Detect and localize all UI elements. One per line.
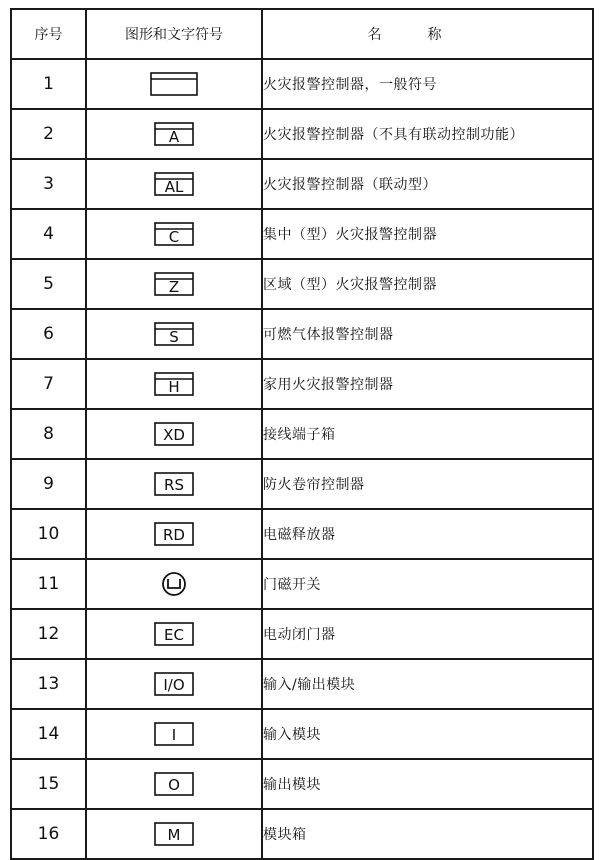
symbol-label: RD xyxy=(163,526,185,544)
table-row xyxy=(11,209,593,259)
row-symbol xyxy=(86,309,262,359)
symbol-bar-icon xyxy=(144,269,204,299)
row-number: 7 xyxy=(11,359,86,409)
table-row xyxy=(11,259,593,309)
row-number: 4 xyxy=(11,209,86,259)
symbol-box-icon xyxy=(144,619,204,649)
symbol-box-icon xyxy=(144,669,204,699)
row-symbol xyxy=(86,509,262,559)
symbol-label: A xyxy=(168,128,180,146)
row-number: 1 xyxy=(11,59,86,109)
symbol-box-icon xyxy=(144,819,204,849)
row-name: 可燃气体报警控制器 xyxy=(262,309,593,359)
header-symbol: 图形和文字符号 xyxy=(86,9,262,59)
table-row xyxy=(11,609,593,659)
table-row xyxy=(11,409,593,459)
row-symbol xyxy=(86,709,262,759)
row-symbol xyxy=(86,209,262,259)
symbol-bar-icon xyxy=(144,169,204,199)
row-name: 电磁释放器 xyxy=(262,509,593,559)
table-row xyxy=(11,459,593,509)
row-name: 输出模块 xyxy=(262,759,593,809)
row-name: 输入模块 xyxy=(262,709,593,759)
symbol-label: M xyxy=(167,826,181,844)
row-number: 6 xyxy=(11,309,86,359)
row-number: 3 xyxy=(11,159,86,209)
symbol-label: XD xyxy=(163,426,185,444)
symbol-label: I/O xyxy=(163,676,185,694)
symbol-table xyxy=(10,8,594,860)
symbol-box-icon xyxy=(144,469,204,499)
row-name: 火灾报警控制器（不具有联动控制功能） xyxy=(262,109,593,159)
symbol-label: S xyxy=(169,328,179,346)
row-symbol xyxy=(86,609,262,659)
symbol-bar-icon xyxy=(144,319,204,349)
header-no: 序号 xyxy=(11,9,86,59)
symbol-label: H xyxy=(168,378,180,396)
row-number: 10 xyxy=(11,509,86,559)
symbol-bar-icon xyxy=(144,369,204,399)
row-symbol xyxy=(86,159,262,209)
row-symbol xyxy=(86,809,262,859)
row-number: 15 xyxy=(11,759,86,809)
symbol-bar-icon xyxy=(144,219,204,249)
row-symbol xyxy=(86,659,262,709)
row-number: 14 xyxy=(11,709,86,759)
row-name: 区域（型）火灾报警控制器 xyxy=(262,259,593,309)
row-symbol xyxy=(86,59,262,109)
symbol-box-icon xyxy=(144,719,204,749)
row-name: 输入/输出模块 xyxy=(262,659,593,709)
table-row xyxy=(11,759,593,809)
table-row xyxy=(11,509,593,559)
symbol-label: C xyxy=(168,228,180,246)
row-number: 16 xyxy=(11,809,86,859)
row-name: 火灾报警控制器，一般符号 xyxy=(262,59,593,109)
row-number: 12 xyxy=(11,609,86,659)
table-row xyxy=(11,159,593,209)
row-name: 模块箱 xyxy=(262,809,593,859)
symbol-door-switch-icon xyxy=(144,569,204,599)
symbol-bar-icon xyxy=(144,119,204,149)
table-row xyxy=(11,109,593,159)
symbol-box-icon xyxy=(144,519,204,549)
row-name: 防火卷帘控制器 xyxy=(262,459,593,509)
symbol-box-icon xyxy=(144,769,204,799)
row-symbol xyxy=(86,359,262,409)
row-number: 2 xyxy=(11,109,86,159)
row-symbol xyxy=(86,759,262,809)
symbol-label: RS xyxy=(164,476,184,494)
row-number: 9 xyxy=(11,459,86,509)
table-row xyxy=(11,659,593,709)
symbol-label: Z xyxy=(168,278,180,296)
symbol-label: O xyxy=(168,776,180,794)
symbol-label: EC xyxy=(164,626,184,644)
row-number: 8 xyxy=(11,409,86,459)
table-row xyxy=(11,309,593,359)
symbol-label: AL xyxy=(164,178,184,196)
row-symbol xyxy=(86,259,262,309)
row-name: 电动闭门器 xyxy=(262,609,593,659)
row-number: 11 xyxy=(11,559,86,609)
header-name: 名称 xyxy=(262,9,593,59)
row-symbol xyxy=(86,559,262,609)
row-number: 5 xyxy=(11,259,86,309)
row-name: 火灾报警控制器（联动型） xyxy=(262,159,593,209)
row-symbol xyxy=(86,459,262,509)
table-row xyxy=(11,359,593,409)
symbol-box-icon xyxy=(144,419,204,449)
table-row xyxy=(11,559,593,609)
row-name: 集中（型）火灾报警控制器 xyxy=(262,209,593,259)
row-name: 接线端子箱 xyxy=(262,409,593,459)
row-symbol xyxy=(86,109,262,159)
symbol-bar-empty-icon xyxy=(144,69,204,99)
table-row xyxy=(11,59,593,109)
table-row xyxy=(11,709,593,759)
row-name: 家用火灾报警控制器 xyxy=(262,359,593,409)
symbol-label: I xyxy=(171,726,177,744)
table-row xyxy=(11,809,593,859)
row-symbol xyxy=(86,409,262,459)
row-number: 13 xyxy=(11,659,86,709)
row-name: 门磁开关 xyxy=(262,559,593,609)
header-row xyxy=(11,9,593,59)
table-body xyxy=(11,59,593,859)
